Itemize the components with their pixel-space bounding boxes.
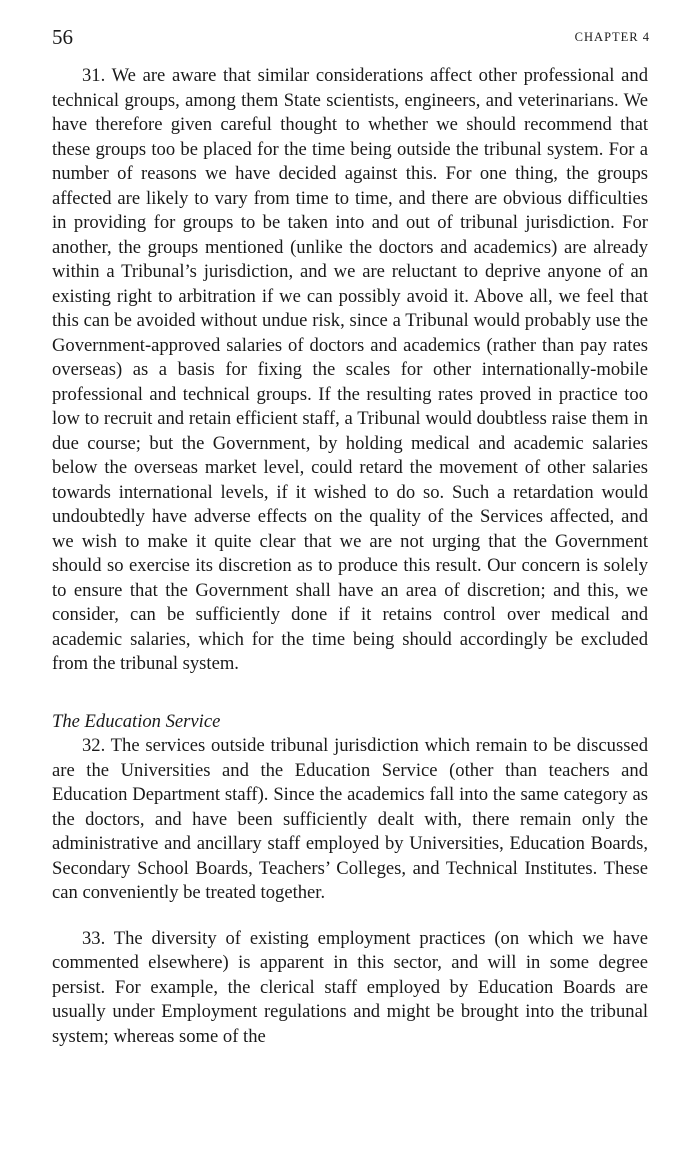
section-heading: The Education Service (52, 710, 221, 732)
paragraph-31: 31. We are aware that similar considerations affect other professional and technical groups, among them State scientists, engineers, and veterinarians. We have therefore given careful thought to whether we should recommend that these groups too be placed for the time being outside the tribunal system. For a number of reasons we have decided against this. For one thing, the groups affected are likely to vary from time to time, and there are obvious difficulties in providing for groups to be taken into and out of tribunal jurisdiction. For another, the groups mentioned (unlike the doctors and academics) are already within a Tribunal’s jurisdiction, and we are reluctant to deprive anyone of an existing right to arbitration if we can possibly avoid it. Above all, we feel that this can be avoided without undue risk, since a Tribunal would probably use the Government-approved salaries of doctors and academics (rather than pay rates overseas) as a basis for fixing the scales for other internationally-mobile professional and technical groups. If the resulting rates proved in practice too low to recruit and retain efficient staff, a Tribunal would doubtless raise them in due course; but the Government, by holding medical and academic salaries below the overseas market level, could retard the movement of other salaries towards international levels, if it wished to do so. Such a retardation would undoubtedly have adverse effects on the quality of the Services affected, and we wish to make it quite clear that we are not urging that the Government should so exercise its discretion as to produce this result. Our concern is solely to ensure that the Government shall have an area of discretion; and this, we consider, can be sufficiently done if it retains control over medical and academic salaries, which for the time being should accordingly be excluded from the tribunal system. (52, 65, 648, 674)
page-number: 56 (52, 25, 73, 49)
chapter-label: CHAPTER 4 (574, 30, 650, 44)
paragraph-33: 33. The diversity of existing employment practices (on which we have commented elsewhere) is apparent in this sector, and will in some degree persist. For example, the clerical staff employed by Education Boards are usually under Employment regulations and might be brought into the tribunal system; whereas some of the (52, 927, 648, 1047)
paragraph-32: 32. The services outside tribunal jurisdiction which remain to be discussed are the Universities and the Education Service (other than teachers and Education Department staff). Since the academics fall into the same category as the doctors, and have been sufficiently dealt with, there remain only the administrative and ancillary staff employed by Universities, Education Boards, Secondary School Boards, Teachers’ Colleges, and Technical Institutes. These can conveniently be treated together. (52, 735, 648, 903)
page-body (52, 64, 648, 1049)
running-head (52, 22, 650, 52)
